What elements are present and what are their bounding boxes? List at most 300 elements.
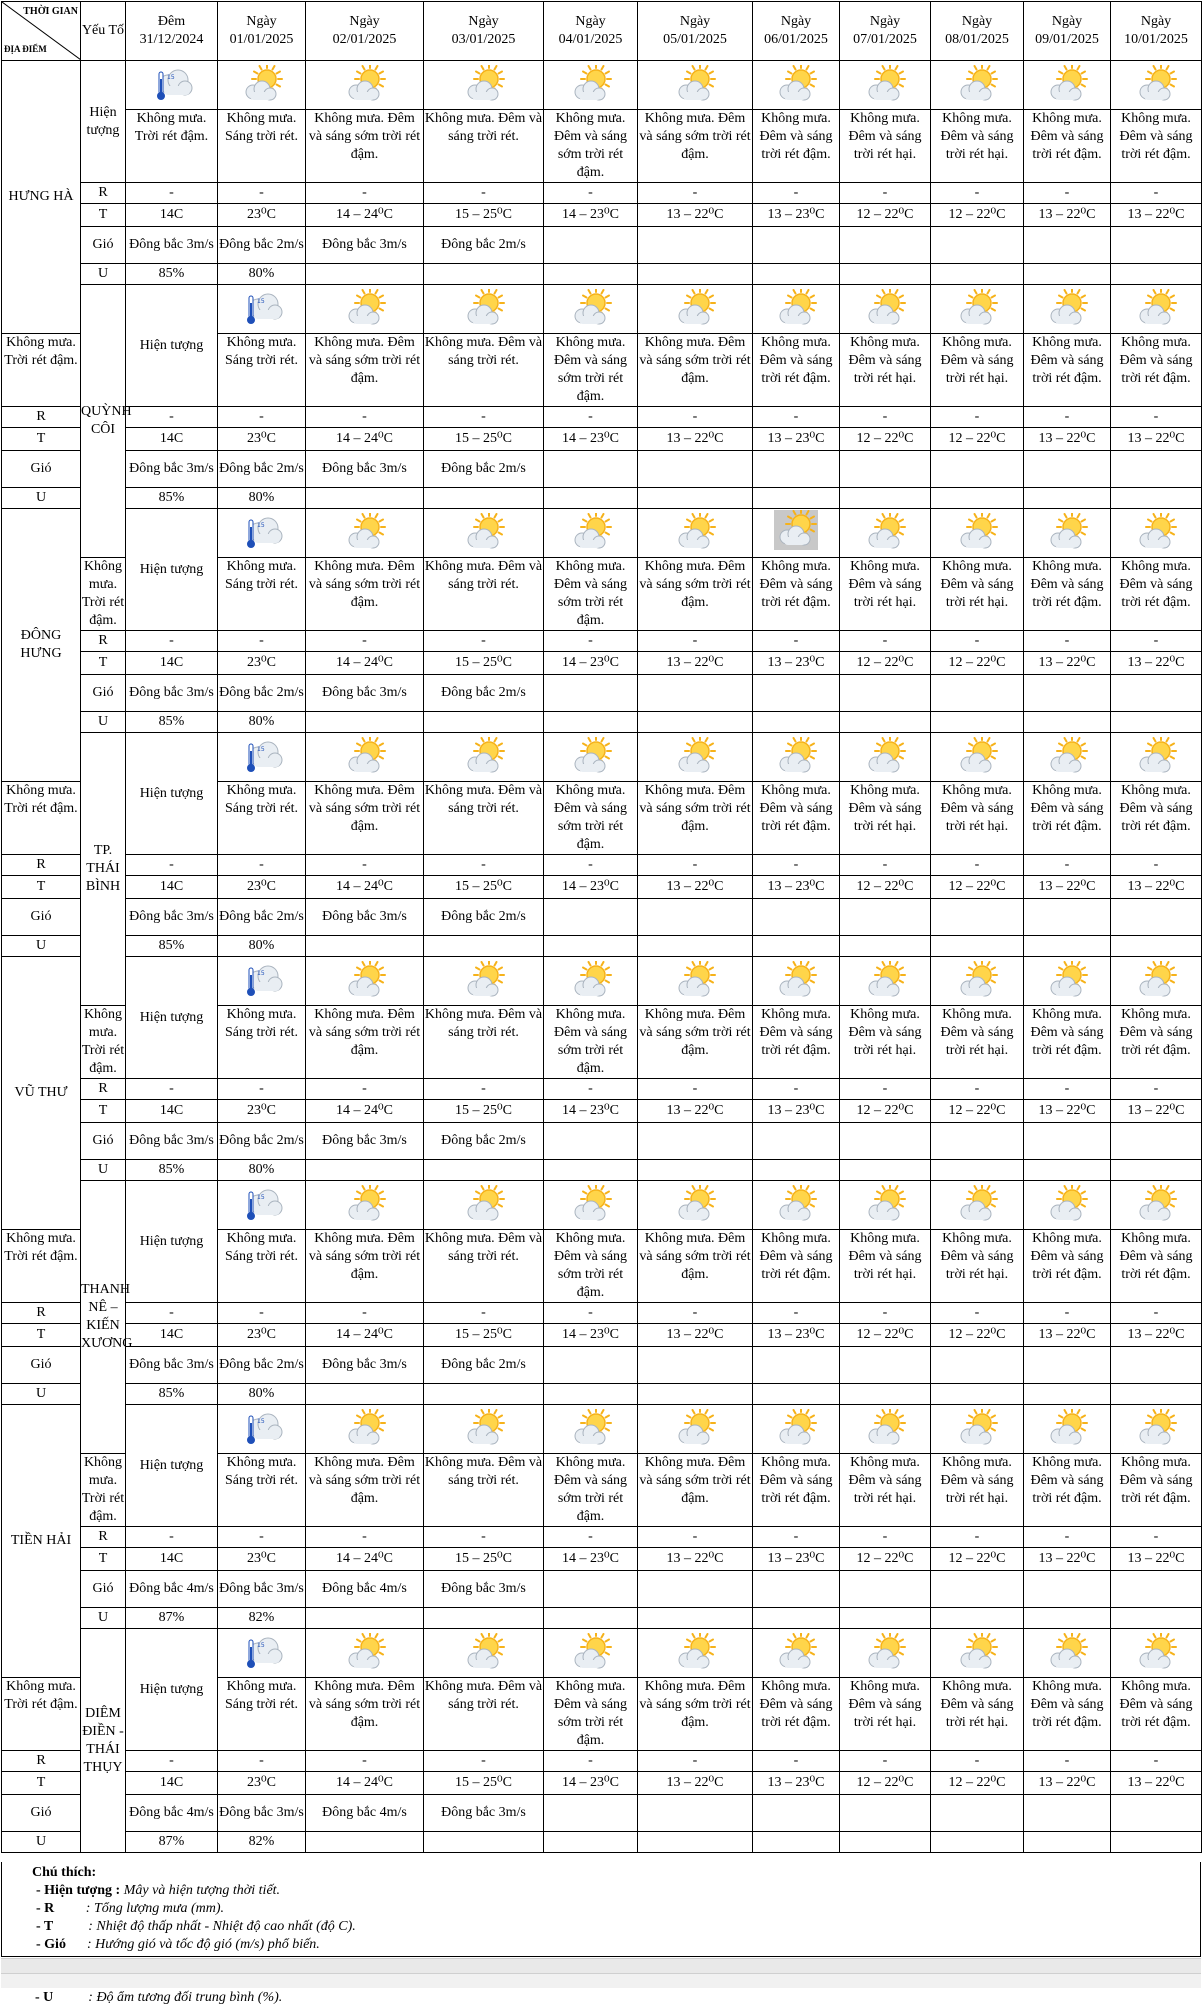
label-humidity: U: [81, 264, 126, 285]
temperature-value: 13 – 23⁰C: [753, 428, 840, 451]
location-name: THANH NÊ – KIẾN XƯƠNG: [81, 1181, 126, 1454]
humidity-value: [931, 1160, 1024, 1181]
humidity-value: [638, 488, 753, 509]
weather-icon-cell: [424, 509, 544, 558]
wind-value: Đông bắc 4m/s: [126, 1795, 218, 1832]
weather-icon-cell: [424, 1629, 544, 1678]
temperature-value: 13 – 23⁰C: [753, 876, 840, 899]
temperature-value: 14C: [126, 1772, 218, 1795]
wind-value: [840, 1347, 931, 1384]
weather-icon-cell: [1111, 61, 1202, 110]
label-humidity: U: [2, 936, 81, 957]
temperature-value: 14 – 24⁰C: [306, 1324, 424, 1347]
wind-value: [1024, 451, 1111, 488]
date-header: [126, 2, 218, 61]
sun-cloud-icon: [1045, 65, 1089, 105]
wind-row: [2, 675, 1202, 712]
wind-value: Đông bắc 3m/s: [126, 1347, 218, 1384]
rain-value: -: [126, 1527, 218, 1548]
cold-cloud-icon: [240, 961, 284, 1001]
rain-value: -: [1111, 631, 1202, 652]
phenomenon-text: Không mưa. Đêm và sáng trời rét hại.: [931, 334, 1024, 407]
temperature-value: 14C: [126, 1100, 218, 1123]
label-temperature: T: [2, 1324, 81, 1347]
weather-icon-cell: [840, 285, 931, 334]
weather-icon-cell: [306, 1181, 424, 1230]
temperature-value: 15 – 25⁰C: [424, 652, 544, 675]
wind-value: Đông bắc 4m/s: [126, 1571, 218, 1608]
wind-value: [1111, 899, 1202, 936]
wind-value: [1111, 675, 1202, 712]
rain-value: -: [544, 855, 638, 876]
phenomenon-text: Không mưa. Sáng trời rét.: [218, 1678, 306, 1751]
label-phenomenon: Hiện tượng: [126, 733, 218, 855]
wind-value: Đông bắc 2m/s: [218, 1347, 306, 1384]
phenomenon-text: Không mưa. Trời rét đậm.: [2, 1230, 81, 1303]
temperature-value: 15 – 25⁰C: [424, 1100, 544, 1123]
temperature-value: 14C: [126, 1324, 218, 1347]
humidity-value: [306, 936, 424, 957]
sun-cloud-icon: [863, 1185, 907, 1225]
temperature-value: 13 – 22⁰C: [638, 1772, 753, 1795]
temperature-value: 12 – 22⁰C: [840, 204, 931, 227]
rain-value: -: [306, 1079, 424, 1100]
temperature-value: 12 – 22⁰C: [840, 1772, 931, 1795]
wind-value: Đông bắc 3m/s: [306, 675, 424, 712]
date-header-period: Ngày: [1140, 14, 1172, 29]
rain-value: -: [931, 855, 1024, 876]
legend-value: : Hướng gió và tốc độ gió (m/s) phổ biến.: [86, 1937, 320, 1952]
humidity-value: [1111, 1832, 1202, 1853]
phenomenon-text: Không mưa. Đêm và sáng trời rét đậm.: [1111, 1006, 1202, 1079]
weather-icon-cell: [218, 509, 306, 558]
temperature-value: 13 – 22⁰C: [1024, 652, 1111, 675]
sun-cloud-icon: [955, 1409, 999, 1449]
date-header-period: Ngày: [1051, 14, 1083, 29]
sun-cloud-icon: [863, 1633, 907, 1673]
rain-value: -: [753, 1527, 840, 1548]
label-rain: R: [81, 1079, 126, 1100]
humidity-value: 82%: [218, 1832, 306, 1853]
wind-value: [1111, 227, 1202, 264]
label-rain: R: [81, 631, 126, 652]
temperature-value: 12 – 22⁰C: [931, 1548, 1024, 1571]
phenomenon-text: Không mưa. Đêm và sáng trời rét đậm.: [1111, 1678, 1202, 1751]
location-name: DIÊM ĐIỀN - THÁI THỤY: [81, 1629, 126, 1853]
wind-value: Đông bắc 2m/s: [424, 899, 544, 936]
label-phenomenon: Hiện tượng: [126, 285, 218, 407]
date-header-period: Ngày: [679, 14, 711, 29]
legend-notes: [1, 1862, 1201, 1957]
rain-value: -: [424, 407, 544, 428]
weather-icon-cell: [218, 285, 306, 334]
sun-cloud-icon: [774, 737, 818, 777]
rain-value: -: [218, 183, 306, 204]
humidity-value: 80%: [218, 1160, 306, 1181]
rain-value: -: [424, 183, 544, 204]
humidity-value: [753, 712, 840, 733]
weather-icon-cell: [931, 285, 1024, 334]
temperature-value: 13 – 23⁰C: [753, 1548, 840, 1571]
sun-cloud-icon: [774, 1409, 818, 1449]
temperature-value: 14 – 24⁰C: [306, 876, 424, 899]
sun-cloud-icon: [1134, 65, 1178, 105]
phenomenon-text: Không mưa. Đêm và sáng sớm trời rét đậm.: [544, 1230, 638, 1303]
rain-value: -: [126, 631, 218, 652]
phenomenon-text: Không mưa. Đêm và sáng trời rét đậm.: [753, 782, 840, 855]
temperature-value: 15 – 25⁰C: [424, 1548, 544, 1571]
humidity-value: [840, 264, 931, 285]
wind-value: Đông bắc 3m/s: [424, 1571, 544, 1608]
temperature-value: 15 – 25⁰C: [424, 1324, 544, 1347]
sun-cloud-icon: [569, 65, 613, 105]
weather-icon-cell: [753, 61, 840, 110]
sun-cloud-icon: [569, 1185, 613, 1225]
label-rain: R: [81, 1527, 126, 1548]
rain-value: -: [544, 1079, 638, 1100]
wind-value: Đông bắc 2m/s: [218, 675, 306, 712]
humidity-value: [306, 264, 424, 285]
weather-icon-cell: [931, 733, 1024, 782]
sun-cloud-icon: [1134, 1185, 1178, 1225]
cold-cloud-icon: [240, 289, 284, 329]
phenomenon-text: Không mưa. Sáng trời rét.: [218, 782, 306, 855]
rain-value: -: [931, 183, 1024, 204]
weather-icon-cell: [638, 1629, 753, 1678]
phenomenon-text: Không mưa. Đêm và sáng trời rét.: [424, 110, 544, 183]
weather-icon-cell: [306, 733, 424, 782]
weather-icon-cell: [1024, 733, 1111, 782]
label-temperature: T: [2, 876, 81, 899]
sun-cloud-icon: [673, 1633, 717, 1673]
wind-value: [1024, 227, 1111, 264]
phenomenon-text: Không mưa. Đêm và sáng trời rét đậm.: [753, 558, 840, 631]
humidity-value: [424, 264, 544, 285]
humidity-value: [753, 1384, 840, 1405]
thermometer-label: 15: [256, 298, 265, 305]
wind-value: [931, 1347, 1024, 1384]
temperature-value: 13 – 22⁰C: [1111, 204, 1202, 227]
date-header: [753, 2, 840, 61]
humidity-value: [544, 1384, 638, 1405]
phenomenon-text: Không mưa. Sáng trời rét.: [218, 1454, 306, 1527]
rain-row: [2, 1079, 1202, 1100]
temperature-value: 23⁰C: [218, 1772, 306, 1795]
phenomenon-text: Không mưa. Đêm và sáng trời rét hại.: [931, 110, 1024, 183]
humidity-row: [2, 936, 1202, 957]
weather-icon-cell: [424, 1181, 544, 1230]
phenomenon-text: Không mưa. Đêm và sáng trời rét hại.: [931, 1230, 1024, 1303]
temperature-value: 14C: [126, 204, 218, 227]
temperature-value: 14C: [126, 652, 218, 675]
temperature-value: 14C: [126, 1548, 218, 1571]
temperature-value: 13 – 22⁰C: [638, 876, 753, 899]
phenomenon-text: Không mưa. Đêm và sáng trời rét đậm.: [1111, 1454, 1202, 1527]
sun-cloud-icon: [1134, 1633, 1178, 1673]
date-header-date: 02/01/2025: [332, 32, 397, 47]
rain-value: -: [840, 1751, 931, 1772]
wind-value: Đông bắc 4m/s: [306, 1795, 424, 1832]
temperature-value: 13 – 23⁰C: [753, 1772, 840, 1795]
rain-value: -: [638, 183, 753, 204]
rain-value: -: [1111, 855, 1202, 876]
wind-value: [753, 451, 840, 488]
rain-value: -: [840, 1303, 931, 1324]
date-header-date: 05/01/2025: [663, 32, 727, 47]
rain-value: -: [931, 407, 1024, 428]
humidity-value: [1024, 712, 1111, 733]
phenomenon-text: Không mưa. Đêm và sáng trời rét đậm.: [1024, 558, 1111, 631]
temperature-value: 13 – 23⁰C: [753, 1100, 840, 1123]
wind-value: [753, 1123, 840, 1160]
wind-value: [1024, 1795, 1111, 1832]
rain-row: [2, 855, 1202, 876]
sun-cloud-icon: [863, 65, 907, 105]
phenomenon-text: Không mưa. Đêm và sáng trời rét đậm.: [1111, 782, 1202, 855]
sun-cloud-icon: [673, 737, 717, 777]
wind-row: [2, 451, 1202, 488]
wind-value: Đông bắc 3m/s: [218, 1795, 306, 1832]
humidity-value: [1111, 1384, 1202, 1405]
phenomenon-text: Không mưa. Đêm và sáng trời rét đậm.: [753, 1454, 840, 1527]
phenomenon-text: Không mưa. Đêm và sáng sớm trời rét đậm.: [306, 110, 424, 183]
temperature-value: 13 – 22⁰C: [1111, 1772, 1202, 1795]
sun-cloud-icon: [1134, 961, 1178, 1001]
humidity-value: [544, 488, 638, 509]
label-rain: R: [2, 1751, 81, 1772]
temperature-value: 15 – 25⁰C: [424, 876, 544, 899]
phenomenon-icon-row: [2, 1629, 1202, 1678]
temperature-value: 12 – 22⁰C: [931, 1772, 1024, 1795]
wind-value: Đông bắc 2m/s: [218, 1123, 306, 1160]
phenomenon-text: Không mưa. Đêm và sáng trời rét hại.: [840, 1006, 931, 1079]
weather-icon-cell: [931, 1181, 1024, 1230]
phenomenon-text: Không mưa. Đêm và sáng sớm trời rét đậm.: [638, 110, 753, 183]
sun-cloud-icon: [343, 289, 387, 329]
phenomenon-text: Không mưa. Sáng trời rét.: [218, 1006, 306, 1079]
temperature-value: 23⁰C: [218, 1100, 306, 1123]
weather-icon-cell: [218, 733, 306, 782]
rain-value: -: [126, 855, 218, 876]
phenomenon-text: Không mưa. Đêm và sáng trời rét hại.: [840, 1678, 931, 1751]
weather-icon-cell: [1111, 957, 1202, 1006]
temperature-value: 15 – 25⁰C: [424, 1772, 544, 1795]
legend-key: - U: [35, 1990, 54, 2005]
rain-value: -: [753, 855, 840, 876]
sun-cloud-icon: [343, 1185, 387, 1225]
wind-value: [1111, 451, 1202, 488]
humidity-value: [1111, 936, 1202, 957]
wind-value: [544, 899, 638, 936]
temperature-value: 23⁰C: [218, 428, 306, 451]
humidity-value: 85%: [126, 712, 218, 733]
phenomenon-text: Không mưa. Đêm và sáng sớm trời rét đậm.: [638, 1678, 753, 1751]
rain-value: -: [931, 1079, 1024, 1100]
humidity-value: [931, 936, 1024, 957]
rain-value: -: [840, 183, 931, 204]
weather-icon-cell: [544, 61, 638, 110]
rain-value: -: [424, 631, 544, 652]
rain-value: -: [218, 855, 306, 876]
weather-icon-cell: [638, 1405, 753, 1454]
sun-cloud-icon: [673, 1185, 717, 1225]
rain-value: -: [306, 183, 424, 204]
phenomenon-text: Không mưa. Đêm và sáng sớm trời rét đậm.: [544, 110, 638, 183]
wind-value: [931, 675, 1024, 712]
rain-value: -: [1024, 183, 1111, 204]
humidity-value: [424, 488, 544, 509]
weather-icon-cell: [840, 1629, 931, 1678]
humidity-value: [840, 1160, 931, 1181]
humidity-value: [1024, 264, 1111, 285]
rain-row: [2, 1751, 1202, 1772]
phenomenon-icon-row: [2, 957, 1202, 1006]
humidity-value: [1024, 1384, 1111, 1405]
humidity-value: [544, 1832, 638, 1853]
label-phenomenon: Hiện tượng: [126, 957, 218, 1079]
rain-value: -: [424, 1079, 544, 1100]
wind-value: [1024, 1347, 1111, 1384]
rain-value: -: [753, 183, 840, 204]
weather-icon-cell: [840, 61, 931, 110]
wind-value: Đông bắc 2m/s: [424, 1347, 544, 1384]
humidity-row: [2, 1384, 1202, 1405]
date-header: [544, 2, 638, 61]
rain-value: -: [306, 855, 424, 876]
sun-cloud-icon: [343, 513, 387, 553]
phenomenon-text: Không mưa. Đêm và sáng trời rét hại.: [840, 1454, 931, 1527]
temperature-value: 13 – 23⁰C: [753, 652, 840, 675]
humidity-value: [1024, 488, 1111, 509]
label-wind: Gió: [2, 899, 81, 936]
sun-cloud-icon: [462, 961, 506, 1001]
phenomenon-text: Không mưa. Đêm và sáng sớm trời rét đậm.: [306, 1006, 424, 1079]
humidity-value: [1111, 712, 1202, 733]
phenomenon-text: Không mưa. Đêm và sáng sớm trời rét đậm.: [544, 1006, 638, 1079]
humidity-value: [424, 1608, 544, 1629]
phenomenon-icon-row: [2, 1405, 1202, 1454]
forecast-table: [1, 1, 1202, 1853]
label-wind: Gió: [2, 1795, 81, 1832]
wind-value: [544, 1795, 638, 1832]
label-phenomenon: Hiện tượng: [126, 1405, 218, 1527]
sun-cloud-icon: [863, 513, 907, 553]
wind-value: [753, 1347, 840, 1384]
temperature-value: 13 – 22⁰C: [638, 1100, 753, 1123]
temperature-value: 14 – 23⁰C: [544, 428, 638, 451]
date-header-date: 09/01/2025: [1035, 32, 1099, 47]
phenomenon-text: Không mưa. Trời rét đậm.: [81, 558, 126, 631]
date-header-date: 08/01/2025: [945, 32, 1009, 47]
temperature-value: 14 – 23⁰C: [544, 1100, 638, 1123]
temperature-value: 13 – 22⁰C: [638, 428, 753, 451]
wind-value: [840, 1795, 931, 1832]
phenomenon-text: Không mưa. Sáng trời rét.: [218, 334, 306, 407]
humidity-value: 85%: [126, 264, 218, 285]
label-humidity: U: [81, 712, 126, 733]
date-header-date: 03/01/2025: [451, 32, 516, 47]
weather-icon-cell: [638, 61, 753, 110]
weather-icon-cell: [544, 1181, 638, 1230]
humidity-value: [306, 712, 424, 733]
rain-value: -: [306, 1303, 424, 1324]
weather-icon-cell: [1024, 1181, 1111, 1230]
thermometer-label: 15: [256, 746, 265, 753]
humidity-value: 80%: [218, 712, 306, 733]
phenomenon-text: Không mưa. Đêm và sáng trời rét.: [424, 334, 544, 407]
wind-value: Đông bắc 3m/s: [306, 899, 424, 936]
rain-value: -: [840, 1079, 931, 1100]
humidity-value: [931, 488, 1024, 509]
sun-cloud-icon: [343, 1633, 387, 1673]
wind-value: Đông bắc 3m/s: [306, 227, 424, 264]
phenomenon-text: Không mưa. Đêm và sáng trời rét đậm.: [1111, 558, 1202, 631]
phenomenon-text: Không mưa. Đêm và sáng sớm trời rét đậm.: [638, 1230, 753, 1303]
sun-cloud-icon: [569, 1409, 613, 1449]
humidity-value: [424, 936, 544, 957]
wind-value: Đông bắc 2m/s: [218, 227, 306, 264]
temperature-value: 14 – 24⁰C: [306, 204, 424, 227]
rain-value: -: [544, 631, 638, 652]
weather-icon-cell: [1024, 285, 1111, 334]
temperature-value: 13 – 22⁰C: [638, 652, 753, 675]
humidity-value: [1111, 1160, 1202, 1181]
legend-key: - Hiện tượng :: [36, 1883, 121, 1898]
weather-icon-cell: [218, 61, 306, 110]
weather-icon-cell: [306, 285, 424, 334]
humidity-value: 85%: [126, 488, 218, 509]
phenomenon-text: Không mưa. Đêm và sáng trời rét đậm.: [1111, 334, 1202, 407]
element-column-header: Yếu Tố: [81, 2, 126, 61]
humidity-value: [638, 936, 753, 957]
rain-value: -: [931, 1527, 1024, 1548]
temperature-value: 14 – 24⁰C: [306, 1548, 424, 1571]
date-header: [218, 2, 306, 61]
humidity-value: [1111, 1608, 1202, 1629]
rain-value: -: [1024, 1079, 1111, 1100]
weather-icon-cell: [544, 285, 638, 334]
label-phenomenon: Hiện tượng: [126, 509, 218, 631]
cold-cloud-icon: [240, 513, 284, 553]
temperature-value: 12 – 22⁰C: [931, 652, 1024, 675]
label-wind: Gió: [81, 1571, 126, 1608]
wind-row: [2, 899, 1202, 936]
humidity-value: [753, 264, 840, 285]
phenomenon-text: Không mưa. Đêm và sáng sớm trời rét đậm.: [544, 558, 638, 631]
humidity-value: [840, 1832, 931, 1853]
humidity-value: [1111, 264, 1202, 285]
sun-cloud-icon: [774, 510, 818, 550]
date-header: [931, 2, 1024, 61]
rain-value: -: [218, 1079, 306, 1100]
weather-icon-cell: [306, 1405, 424, 1454]
sun-cloud-icon: [343, 65, 387, 105]
weather-icon-cell: [1111, 733, 1202, 782]
rain-value: -: [1024, 407, 1111, 428]
phenomenon-text: Không mưa. Đêm và sáng trời rét đậm.: [753, 1006, 840, 1079]
rain-value: -: [126, 183, 218, 204]
rain-value: -: [840, 631, 931, 652]
weather-icon-cell: [544, 957, 638, 1006]
label-wind: Gió: [2, 1347, 81, 1384]
wind-value: [1024, 899, 1111, 936]
wind-value: [1024, 675, 1111, 712]
wind-value: [840, 1123, 931, 1160]
rain-value: -: [840, 1527, 931, 1548]
humidity-value: [544, 1608, 638, 1629]
phenomenon-text: Không mưa. Trời rét đậm.: [2, 334, 81, 407]
rain-value: -: [306, 631, 424, 652]
